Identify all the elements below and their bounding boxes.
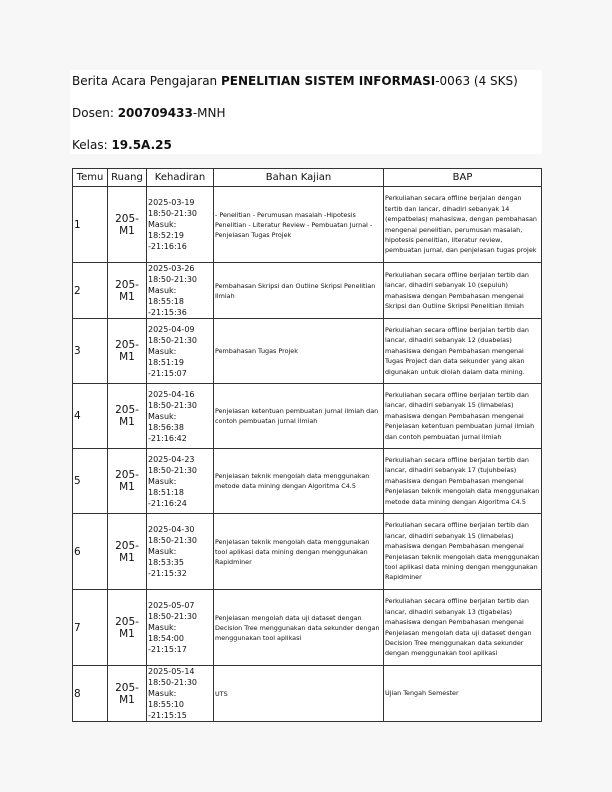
check-in-time: Masuk: 18:56:38 -21:16:42 — [148, 411, 187, 443]
cell-temu: 4 — [73, 384, 108, 449]
cell-ruang: 205-M1 — [108, 187, 147, 263]
cell-kehadiran — [147, 319, 214, 384]
cell-ruang: 205-M1 — [108, 666, 147, 722]
header-ruang: Ruang — [108, 169, 147, 187]
table-header-row — [73, 169, 542, 187]
cell-ruang: 205-M1 — [108, 514, 147, 590]
cell-ruang: 205-M1 — [108, 384, 147, 449]
page-title — [72, 73, 518, 89]
check-in-time: Masuk: 18:55:18 -21:15:36 — [148, 286, 187, 317]
cell-bap: Perkuliahan secara offline berjalan tertib dan lancar, dihadiri sebanyak 12 (duabelas) mahasiswa dengan Pembahasan mengenai Tugas Project dan data sekunder yang akan digunakan untuk diolah dalam data mining. — [384, 319, 542, 384]
header-bap: BAP — [384, 169, 542, 187]
session-time: 18:50-21:30 — [148, 678, 197, 687]
lecturer-id: 200709433 — [117, 106, 193, 120]
session-time: 18:50-21:30 — [148, 335, 197, 345]
table-row — [73, 187, 542, 263]
course-code: -0063 (4 SKS) — [435, 74, 518, 88]
cell-temu: 7 — [73, 590, 108, 666]
table-row — [73, 590, 542, 666]
cell-bahan-kajian: Penjelasan teknik mengolah data menggunakan metode data mining dengan Algoritma C4.5 — [214, 449, 384, 514]
lecturer-line — [72, 105, 226, 121]
cell-bahan-kajian: Penjelasan mengolah data uji dataset dengan Decision Tree menggunakan data sekunder dengan menggunakan tool aplikasi — [214, 590, 384, 666]
header-kehadiran: Kehadiran — [147, 169, 214, 187]
cell-bahan-kajian: - Penelitian - Perumusan masalah -Hipotesis Penelitian - Literatur Review - Pembuatan Jurnal -Penjelasan Tugas Projek — [214, 187, 384, 263]
course-name: PENELITIAN SISTEM INFORMASI — [220, 74, 436, 88]
cell-kehadiran — [147, 666, 214, 722]
table-row — [73, 319, 542, 384]
header-bahan-kajian: Bahan Kajian — [214, 169, 384, 187]
cell-bap: Perkuliahan secara offline berjalan tertib dan lancar, dihadiri sebanyak 15 (limabelas) mahasiswa dengan Pembahasan mengenai Penjelasan teknik mengolah data menggunakan tool aplikasi data mining dengan menggunakan Rapidminer — [384, 514, 542, 590]
cell-bahan-kajian: Penjelasan ketentuan pembuatan jurnal ilmiah dan contoh pembuatan jurnal ilmiah — [214, 384, 384, 449]
check-in-time: Masuk: 18:51:19 -21:15:07 — [148, 346, 187, 378]
cell-ruang: 205-M1 — [108, 449, 147, 514]
cell-kehadiran — [147, 514, 214, 590]
session-time: 18:50-21:30 — [148, 612, 197, 621]
cell-kehadiran — [147, 449, 214, 514]
session-time: 18:50-21:30 — [148, 400, 197, 410]
table-row — [73, 666, 542, 722]
cell-ruang: 205-M1 — [108, 590, 147, 666]
session-date: 2025-05-14 — [148, 667, 195, 676]
cell-temu: 1 — [73, 187, 108, 263]
session-date: 2025-04-30 — [148, 525, 195, 534]
check-in-time: Masuk: 18:53:35 -21:15:32 — [148, 547, 187, 578]
cell-bahan-kajian: Pembahasan Skripsi dan Outline Skripsi Penelitian Ilmiah — [214, 263, 384, 319]
session-date: 2025-04-16 — [148, 389, 195, 399]
table-row — [73, 384, 542, 449]
cell-temu: 5 — [73, 449, 108, 514]
attendance-table — [72, 168, 542, 722]
check-in-time: Masuk: 18:55:10 -21:15:15 — [148, 689, 187, 720]
session-date: 2025-05-07 — [148, 601, 195, 610]
title-prefix: Berita Acara Pengajaran — [72, 74, 221, 88]
session-time: 18:50-21:30 — [148, 275, 197, 284]
table-row — [73, 514, 542, 590]
cell-kehadiran — [147, 263, 214, 319]
cell-temu: 6 — [73, 514, 108, 590]
cell-bap: Ujian Tengah Semester — [384, 666, 542, 722]
cell-kehadiran — [147, 384, 214, 449]
cell-bahan-kajian: Penjelasan teknik mengolah data menggunakan tool aplikasi data mining dengan menggunakan Rapidminer — [214, 514, 384, 590]
cell-bap: Perkuliahan secara offline berjalan tertib dan lancar, dihadiri sebanyak 10 (sepuluh) mahasiswa dengan Pembahasan mengenai Skripsi dan Outline Skripsi Penelitian Ilmiah — [384, 263, 542, 319]
session-date: 2025-04-09 — [148, 324, 195, 334]
cell-temu: 8 — [73, 666, 108, 722]
cell-bap: Perkuliahan secara offline berjalan tertib dan lancar, dihadiri sebanyak 13 (tigabelas) mahasiswa dengan Pembahasan mengenai Penjelasan mengolah data uji dataset dengan Decision Tree menggunakan data sekunder dengan menggunakan tool aplikasi — [384, 590, 542, 666]
header-temu: Temu — [73, 169, 108, 187]
cell-bahan-kajian: UTS — [214, 666, 384, 722]
lecturer-label: Dosen: — [72, 106, 118, 120]
cell-kehadiran — [147, 187, 214, 263]
cell-bap: Perkuliahan secara offline berjalan tertib dan lancar, dihadiri sebanyak 17 (tujuhbelas) mahasiswa dengan Pembahasan mengenai Penjelasan teknik mengolah data menggunakan metode data mining dengan Algoritma C4.5 — [384, 449, 542, 514]
session-time: 18:50-21:30 — [148, 536, 197, 545]
session-date: 2025-03-19 — [148, 198, 195, 207]
session-date: 2025-03-26 — [148, 264, 195, 273]
cell-ruang: 205-M1 — [108, 263, 147, 319]
class-value: 19.5A.25 — [111, 138, 172, 152]
class-line — [72, 137, 172, 153]
table-row — [73, 263, 542, 319]
session-date: 2025-04-23 — [148, 454, 195, 464]
check-in-time: Masuk: 18:52:19 -21:16:16 — [148, 220, 187, 251]
cell-ruang: 205-M1 — [108, 319, 147, 384]
cell-bahan-kajian: Pembahasan Tugas Projek — [214, 319, 384, 384]
session-time: 18:50-21:30 — [148, 209, 197, 218]
session-time: 18:50-21:30 — [148, 465, 197, 475]
class-label: Kelas: — [72, 138, 112, 152]
cell-bap: Perkuliahan secara offline berjalan tertib dan lancar, dihadiri sebanyak 15 (limabelas) mahasiswa dengan Pembahasan mengenai Penjelasan ketentuan pembuatan jurnal ilmiah dan contoh pembuatan jurnal ilmiah — [384, 384, 542, 449]
table-row — [73, 449, 542, 514]
check-in-time: Masuk: 18:51:18 -21:16:24 — [148, 476, 187, 508]
lecturer-code: -MNH — [192, 106, 226, 120]
cell-temu: 3 — [73, 319, 108, 384]
cell-kehadiran — [147, 590, 214, 666]
check-in-time: Masuk: 18:54:00 -21:15:17 — [148, 623, 187, 654]
cell-bap: Perkuliahan secara offline berjalan dengan tertib dan lancar, dihadiri sebanyak 14 (empatbelas) mahasiswa, dengan pembahasan mengenai penelitian, perumusan masalah, hipotesis penelitian, literatur review, pembuatan jurnal, dan penjelasan tugas projek — [384, 187, 542, 263]
cell-temu: 2 — [73, 263, 108, 319]
